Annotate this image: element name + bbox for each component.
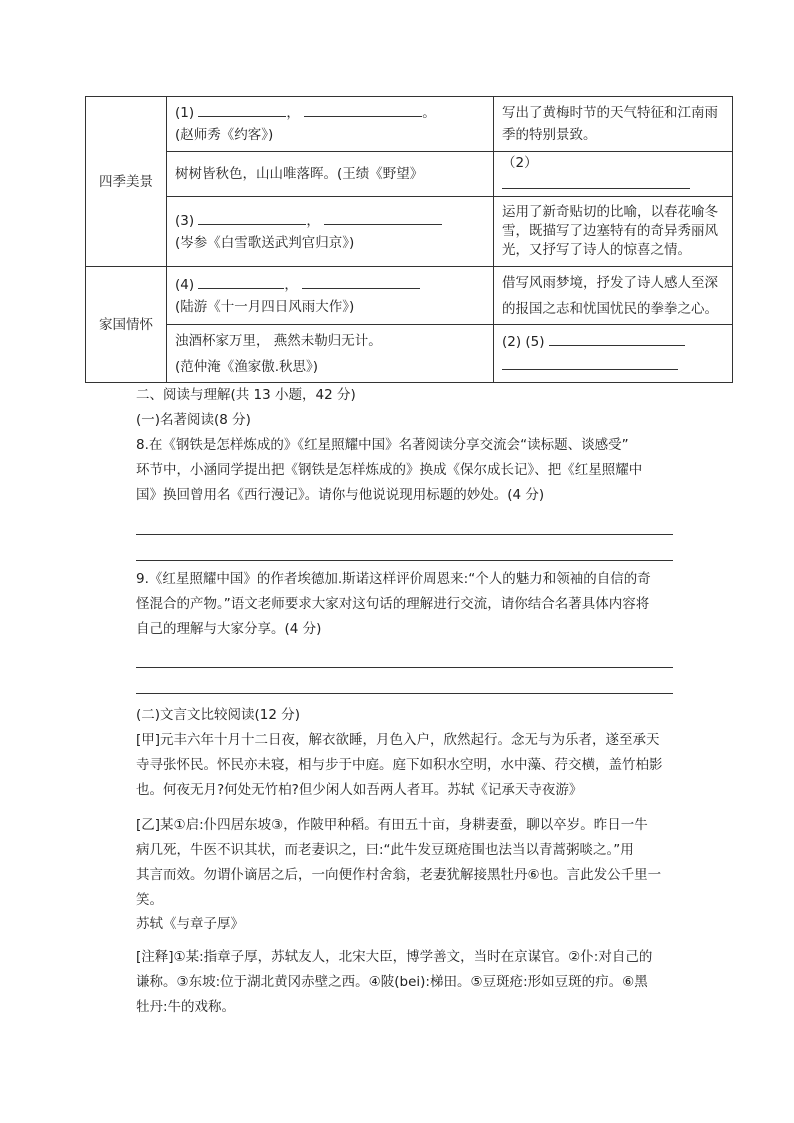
passage-yi-source: 苏轼《与章子厚》 xyxy=(136,916,244,932)
category-season: 四季美景 xyxy=(86,97,167,267)
poem-source: (陆游《十一月四日风雨大作》) xyxy=(175,298,355,315)
poem-cell-5: 浊酒杯家万里， 燕然未勒归无计。 (范仲淹《渔家傲.秋思》) xyxy=(167,325,494,383)
answer-line[interactable] xyxy=(136,534,673,535)
answer-blank[interactable] xyxy=(198,210,306,225)
passage-yi: [乙]某①启:仆四居东坡③，作陂甲种稻。有田五十亩，身耕妻蚕，聊以卒岁。昨日一牛 病几死，牛医不识其状，而老妻识之，曰:“此牛发豆斑疮围也法当以青蒿粥啖之。”用 其言而效。勿谓仆谪居之后，一向便作村舍翁，老妻犹解接黑牡丹⑥也。言此发公千里一 笑。 xyxy=(136,817,662,908)
poetry-table xyxy=(85,96,733,383)
subsection-heading: (二)文言文比较阅读(12 分) xyxy=(136,707,301,723)
answer-blank[interactable] xyxy=(198,274,284,289)
passage-jia: [甲]元丰六年十月十二日夜，解衣欲睡，月色入户，欣然起行。念无与为乐者，遂至承天 寺寻张怀民。怀民亦未寝，相与步于中庭。庭下如积水空明，水中藻、荇交横，盖竹柏影 也。何夜无月?何处无竹柏?但少闲人如吾两人者耳。苏轼《记承天寺夜游》 xyxy=(136,732,663,798)
answer-blank[interactable] xyxy=(198,102,286,117)
answer-blank[interactable] xyxy=(304,102,422,117)
answer-line[interactable] xyxy=(136,560,673,561)
poem-source: (赵师秀《约客》) xyxy=(175,127,274,143)
question-9: 9.《红星照耀中国》的作者埃德加.斯诺这样评价周恩来:“个人的魅力和领袖的自信的奇 怪混合的产物。”语文老师要求大家对这句话的理解进行交流，请你结合名著具体内容将 自己的理解与大家分享。(4 分) xyxy=(136,571,651,637)
annotations: [注释]①某:指章子厚，苏轼友人，北宋大臣，博学善文，当时在京谋官。②仆:对自己的 谦称。③东坡:位于湖北黄冈赤壁之西。④陂(bei):梯田。⑤豆斑疮:形如豆斑的疖。⑥黑 牡丹:牛的戏称。 xyxy=(136,949,653,1015)
answer-blank[interactable] xyxy=(502,174,690,189)
answer-blank[interactable] xyxy=(549,331,685,346)
answer-line[interactable] xyxy=(136,667,673,668)
explanation-cell-4: 借写风雨梦境，抒发了诗人感人至深 的报国之志和忧国忧民的拳拳之心。 xyxy=(494,267,733,325)
section-heading: 二、阅读与理解(共 13 小题，42 分) xyxy=(136,387,356,403)
poem-source: (岑参《白雪歌送武判官归京》) xyxy=(175,234,355,251)
explanation-cell-1: 写出了黄梅时节的天气特征和江南雨 季的特别景致。 xyxy=(494,97,733,152)
poem-cell-1: (1) ， 。 (赵师秀《约客》) xyxy=(167,97,494,152)
answer-line[interactable] xyxy=(136,693,673,694)
explanation-cell-3: 运用了新奇贴切的比喻，以春花喻冬 雪，既描写了边塞特有的奇异秀丽风 光，又抒写了诗人的惊喜之情。 xyxy=(494,197,733,267)
poem-source: (范仲淹《渔家傲.秋思》) xyxy=(175,358,319,375)
poem-cell-2: 树树皆秋色，山山唯落晖。(王绩《野望》 xyxy=(167,152,494,197)
answer-blank[interactable] xyxy=(302,274,420,289)
question-8: 8.在《钢铁是怎样炼成的》《红星照耀中国》名著阅读分享交流会“读标题、谈感受” 环节中，小涵同学提出把《钢铁是怎样炼成的》换成《保尔成长记》、把《红星照耀中 国》换回曾用名《西行漫记》。请你与他说说现用标题的妙处。(4 分) xyxy=(136,437,643,503)
answer-blank[interactable] xyxy=(324,210,442,225)
category-nation: 家国情怀 xyxy=(86,267,167,383)
poem-cell-4: (4) ， (陆游《十一月四日风雨大作》) xyxy=(167,267,494,325)
explanation-cell-5: (2) (5) xyxy=(494,325,733,383)
subsection-heading: (一)名著阅读(8 分) xyxy=(136,412,251,428)
answer-blank[interactable] xyxy=(502,355,678,370)
poem-cell-3: (3) ， (岑参《白雪歌送武判官归京》) xyxy=(167,197,494,267)
explanation-cell-2: （2） xyxy=(494,152,733,197)
